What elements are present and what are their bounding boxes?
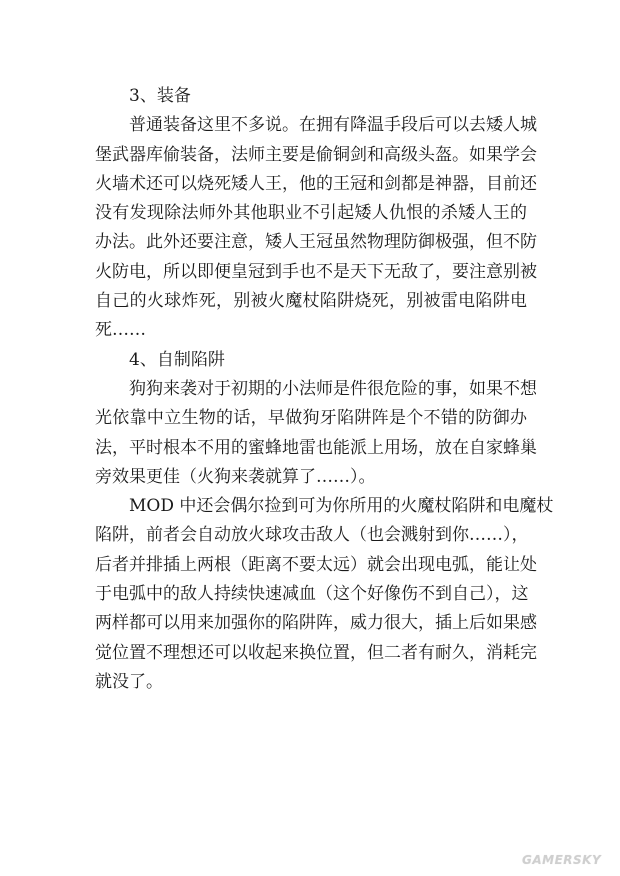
gamersky-watermark: GAMERSKY xyxy=(522,853,602,867)
paragraph-mod-wand-traps xyxy=(95,492,554,697)
paragraph-line: 死…… xyxy=(95,320,146,341)
paragraph-line: 普通装备这里不多说。在拥有降温手段后可以去矮人城 xyxy=(129,115,537,136)
section-heading-equipment: 3、装备 xyxy=(129,86,191,106)
paragraph-line: 自己的火球炸死，别被火魔杖陷阱烧死，别被雷电陷阱电 xyxy=(95,291,527,312)
paragraph-line: 法，平时根本不用的蜜蜂地雷也能派上用场，放在自家蜂巢 xyxy=(95,437,537,458)
paragraph-line: 陷阱，前者会自动放火球攻击敌人（也会溅射到你……）， xyxy=(95,525,529,546)
paragraph-line: 觉位置不理想还可以收起来换位置，但二者有耐久，消耗完 xyxy=(95,642,537,663)
paragraph-line: 旁效果更佳（火狗来袭就算了……）。 xyxy=(95,466,376,487)
paragraph-line: 就没了。 xyxy=(95,671,163,692)
paragraph-line: 光依靠中立生物的话，早做狗牙陷阱阵是个不错的防御办 xyxy=(95,408,527,429)
paragraph-line: 于电弧中的敌人持续快速减血（这个好像伤不到自己），这 xyxy=(95,584,529,605)
paragraph-line: 狗狗来袭对于初期的小法师是件很危险的事，如果不想 xyxy=(129,378,537,399)
paragraph-line: 火墙术还可以烧死矮人王，他的王冠和剑都是神器，目前还 xyxy=(95,173,537,194)
paragraph-line: MOD 中还会偶尔捡到可为你所用的火魔杖陷阱和电魔杖 xyxy=(129,496,554,517)
document-page xyxy=(95,82,554,697)
paragraph-line: 没有发现除法师外其他职业不引起矮人仇恨的杀矮人王的 xyxy=(95,203,527,224)
paragraph-line: 火防电，所以即便皇冠到手也不是天下无敌了，要注意别被 xyxy=(95,261,537,282)
paragraph-line: 后者并排插上两根（距离不要太远）就会出现电弧，能让处 xyxy=(95,554,537,575)
paragraph-line: 办法。此外还要注意，矮人王冠虽然物理防御极强，但不防 xyxy=(95,232,537,253)
paragraph-line: 两样都可以用来加强你的陷阱阵，威力很大，插上后如果感 xyxy=(95,613,537,634)
paragraph-equipment xyxy=(95,111,537,345)
paragraph-dog-traps xyxy=(95,375,537,492)
paragraph-line: 堡武器库偷装备，法师主要是偷铜剑和高级头盔。如果学会 xyxy=(95,144,537,165)
section-heading-traps: 4、自制陷阱 xyxy=(129,349,225,370)
